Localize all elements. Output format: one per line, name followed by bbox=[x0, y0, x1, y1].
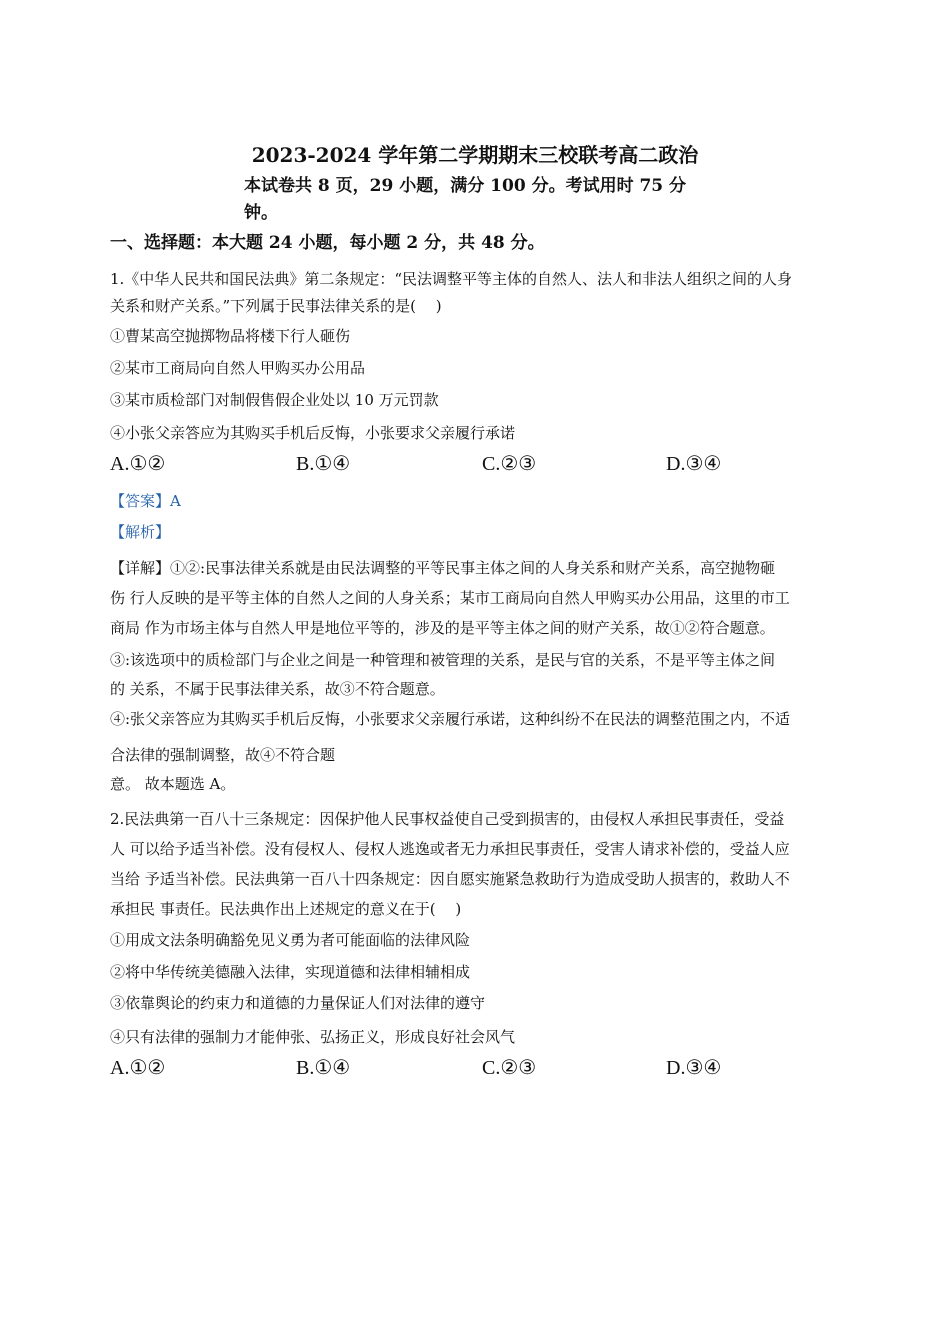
q1-detail-text-1: ①②:民事法律关系就是由民法调整的平等民事主体之间的人身关系和财产关系，高空抛物砸 bbox=[170, 559, 776, 577]
q1-detail-line-1 bbox=[110, 558, 775, 578]
q1-stem-line-1: 1.《中华人民共和国民法典》第二条规定：“民法调整平等主体的自然人、法人和非法人组织之间的人身 bbox=[110, 270, 792, 288]
q1-detail-line-2: 伤 行人反映的是平等主体的自然人之间的人身关系；某市工商局向自然人甲购买办公用品，这里的市工 bbox=[110, 589, 790, 607]
q1-detail-line-4: ③:该选项中的质检部门与企业之间是一种管理和被管理的关系，是民与官的关系，不是平等主体之间 bbox=[110, 651, 776, 669]
q1-option-a[interactable]: A.①② bbox=[110, 453, 166, 475]
q2-item-1: ①用成文法条明确豁免见义勇为者可能面临的法律风险 bbox=[110, 931, 471, 949]
q2-option-d[interactable]: D.③④ bbox=[666, 1057, 722, 1079]
q2-stem-line-4: 承担民 事责任。民法典作出上述规定的意义在于( ) bbox=[110, 900, 462, 918]
q1-detail-line-3: 商局 作为市场主体与自然人甲是地位平等的，涉及的是平等主体之间的财产关系，故①②符合题意。 bbox=[110, 619, 775, 637]
exam-info-line-1: 本试卷共 8 页，29 小题，满分 100 分。考试用时 75 分 bbox=[244, 176, 687, 196]
q1-stem-line-2: 关系和财产关系。”下列属于民事法律关系的是( ) bbox=[110, 297, 442, 315]
q2-item-3: ③依靠舆论的约束力和道德的力量保证人们对法律的遵守 bbox=[110, 994, 486, 1012]
analysis-tag: 【解析】 bbox=[110, 523, 171, 541]
q1-detail-line-7: 合法律的强制调整，故④不符合题 bbox=[110, 746, 336, 764]
q1-detail-line-8: 意。 故本题选 A。 bbox=[110, 775, 236, 793]
q2-options bbox=[110, 1055, 850, 1081]
q2-option-a[interactable]: A.①② bbox=[110, 1057, 166, 1079]
q1-item-1: ①曹某高空抛掷物品将楼下行人砸伤 bbox=[110, 327, 351, 345]
q1-option-d[interactable]: D.③④ bbox=[666, 453, 722, 475]
q1-detail-line-5: 的 关系，不属于民事法律关系，故③不符合题意。 bbox=[110, 680, 445, 698]
q1-option-b[interactable]: B.①④ bbox=[296, 453, 351, 475]
answer-value: A bbox=[170, 492, 181, 510]
q2-stem-line-3: 当给 予适当补偿。民法典第一百八十四条规定：因自愿实施紧急救助行为造成受助人损害的，救助人不 bbox=[110, 870, 790, 888]
q2-option-c[interactable]: C.②③ bbox=[482, 1057, 537, 1079]
q1-options bbox=[110, 451, 850, 477]
q1-item-3: ③某市质检部门对制假售假企业处以 10 万元罚款 bbox=[110, 391, 439, 409]
q1-detail-line-6: ④:张父亲答应为其购买手机后反悔，小张要求父亲履行承诺，这种纠纷不在民法的调整范围之内，不适 bbox=[110, 710, 791, 728]
answer-tag: 【答案】 bbox=[110, 492, 171, 510]
q1-answer bbox=[110, 491, 181, 511]
q2-item-4: ④只有法律的强制力才能伸张、弘扬正义，形成良好社会风气 bbox=[110, 1028, 516, 1046]
q1-option-c[interactable]: C.②③ bbox=[482, 453, 537, 475]
detail-tag: 【详解】 bbox=[110, 559, 171, 577]
q1-item-2: ②某市工商局向自然人甲购买办公用品 bbox=[110, 359, 366, 377]
q2-option-b[interactable]: B.①④ bbox=[296, 1057, 351, 1079]
q2-item-2: ②将中华传统美德融入法律，实现道德和法律相辅相成 bbox=[110, 963, 471, 981]
q2-stem-line-1: 2.民法典第一百八十三条规定：因保护他人民事权益使自己受到损害的，由侵权人承担民事责任，受益 bbox=[110, 810, 785, 828]
exam-info-line-2: 钟。 bbox=[244, 203, 278, 223]
section-heading: 一、选择题：本大题 24 小题，每小题 2 分，共 48 分。 bbox=[110, 233, 545, 253]
exam-title: 2023-2024 学年第二学期期末三校联考高二政治 bbox=[251, 143, 699, 167]
q2-stem-line-2: 人 可以给予适当补偿。没有侵权人、侵权人逃逸或者无力承担民事责任，受害人请求补偿的，受益人应 bbox=[110, 840, 790, 858]
q1-item-4: ④小张父亲答应为其购买手机后反悔，小张要求父亲履行承诺 bbox=[110, 424, 516, 442]
